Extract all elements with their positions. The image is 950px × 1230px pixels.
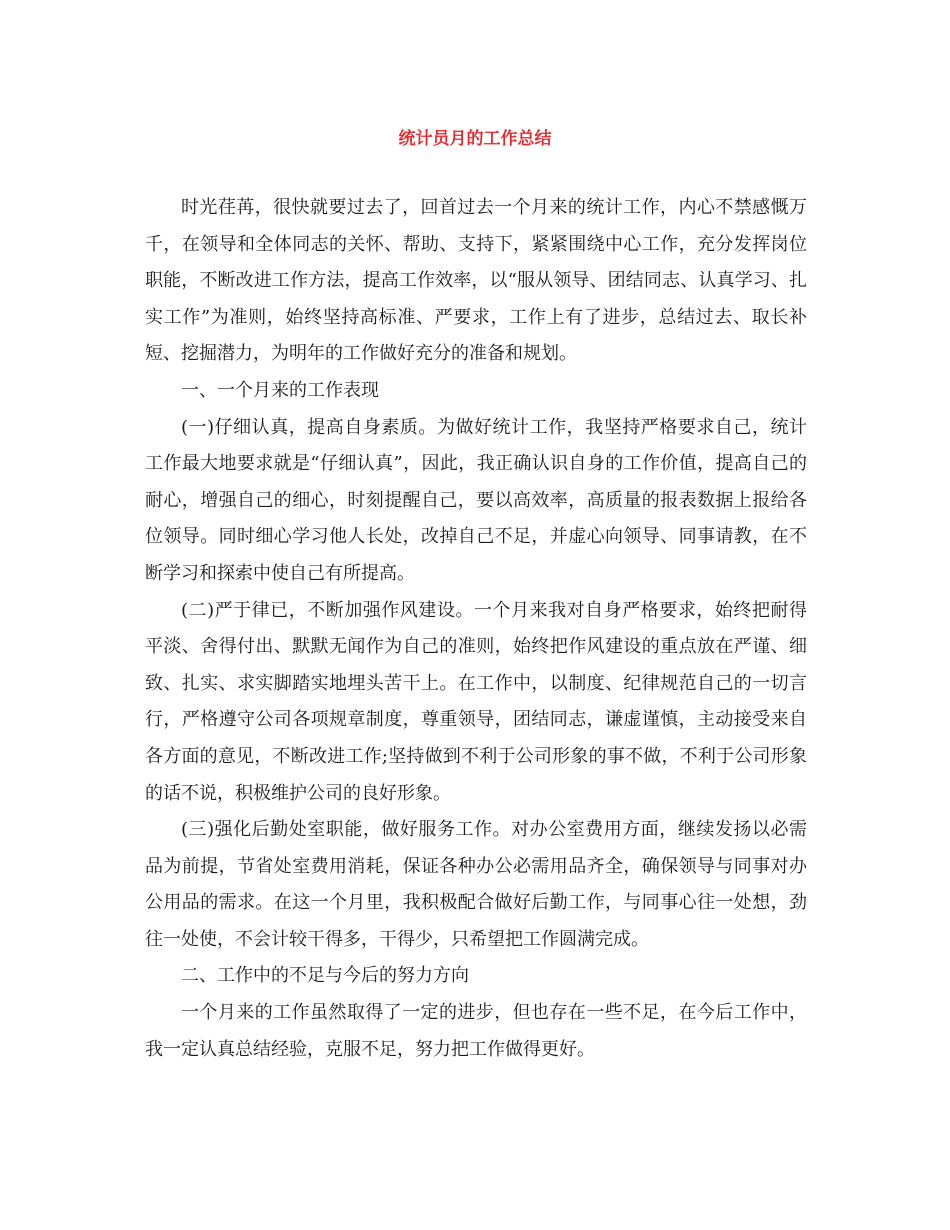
document-body bbox=[145, 190, 807, 1068]
intro-paragraph: 时光荏苒，很快就要过去了，回首过去一个月来的统计工作，内心不禁感慨万千，在领导和全体同志的关怀、帮助、支持下，紧紧围绕中心工作，充分发挥岗位职能，不断改进工作方法，提高工作效率，以“服从领导、团结同志、认真学习、扎实工作”为准则，始终坚持高标准、严要求，工作上有了进步，总结过去、取长补短、挖掘潜力，为明年的工作做好充分的准备和规划。 bbox=[145, 197, 807, 365]
paragraph-self-discipline: (二)严于律已，不断加强作风建设。一个月来我对自身严格要求，始终把耐得平淡、舍得付出、默默无闻作为自己的准则，始终把作风建设的重点放在严谨、细致、扎实、求实脚踏实地埋头苦干上。在工作中，以制度、纪律规范自己的一切言行，严格遵守公司各项规章制度，尊重领导，团结同志，谦虚谨慎，主动接受来自各方面的意见，不断改进工作;坚持做到不利于公司形象的事不做，不利于公司形象的话不说，积极维护公司的良好形象。 bbox=[145, 599, 807, 804]
document-title: 统计员月的工作总结 bbox=[398, 129, 552, 149]
closing-paragraph: 一个月来的工作虽然取得了一定的进步，但也存在一些不足，在今后工作中，我一定认真总结经验，克服不足，努力把工作做得更好。 bbox=[145, 1002, 807, 1060]
paragraph-careful-diligent: (一)仔细认真，提高自身素质。为做好统计工作，我坚持严格要求自己，统计工作最大地要求就是“仔细认真”，因此，我正确认识自身的工作价值，提高自己的耐心，增强自己的细心，时刻提醒自己，要以高效率，高质量的报表数据上报给各位领导。同时细心学习他人长处，改掉自己不足，并虚心向领导、同事请教，在不断学习和探索中使自己有所提高。 bbox=[145, 416, 807, 584]
section-heading-shortcomings: 二、工作中的不足与今后的努力方向 bbox=[181, 965, 469, 987]
paragraph-logistics-service: (三)强化后勤处室职能，做好服务工作。对办公室费用方面，继续发扬以必需品为前提，节省处室费用消耗，保证各种办公必需用品齐全，确保领导与同事对办公用品的需求。在这一个月里，我积极配合做好后勤工作，与同事心往一处想，劲往一处使，不会计较干得多，干得少，只希望把工作圆满完成。 bbox=[145, 819, 807, 950]
section-heading-work-performance: 一、一个月来的工作表现 bbox=[181, 379, 379, 401]
